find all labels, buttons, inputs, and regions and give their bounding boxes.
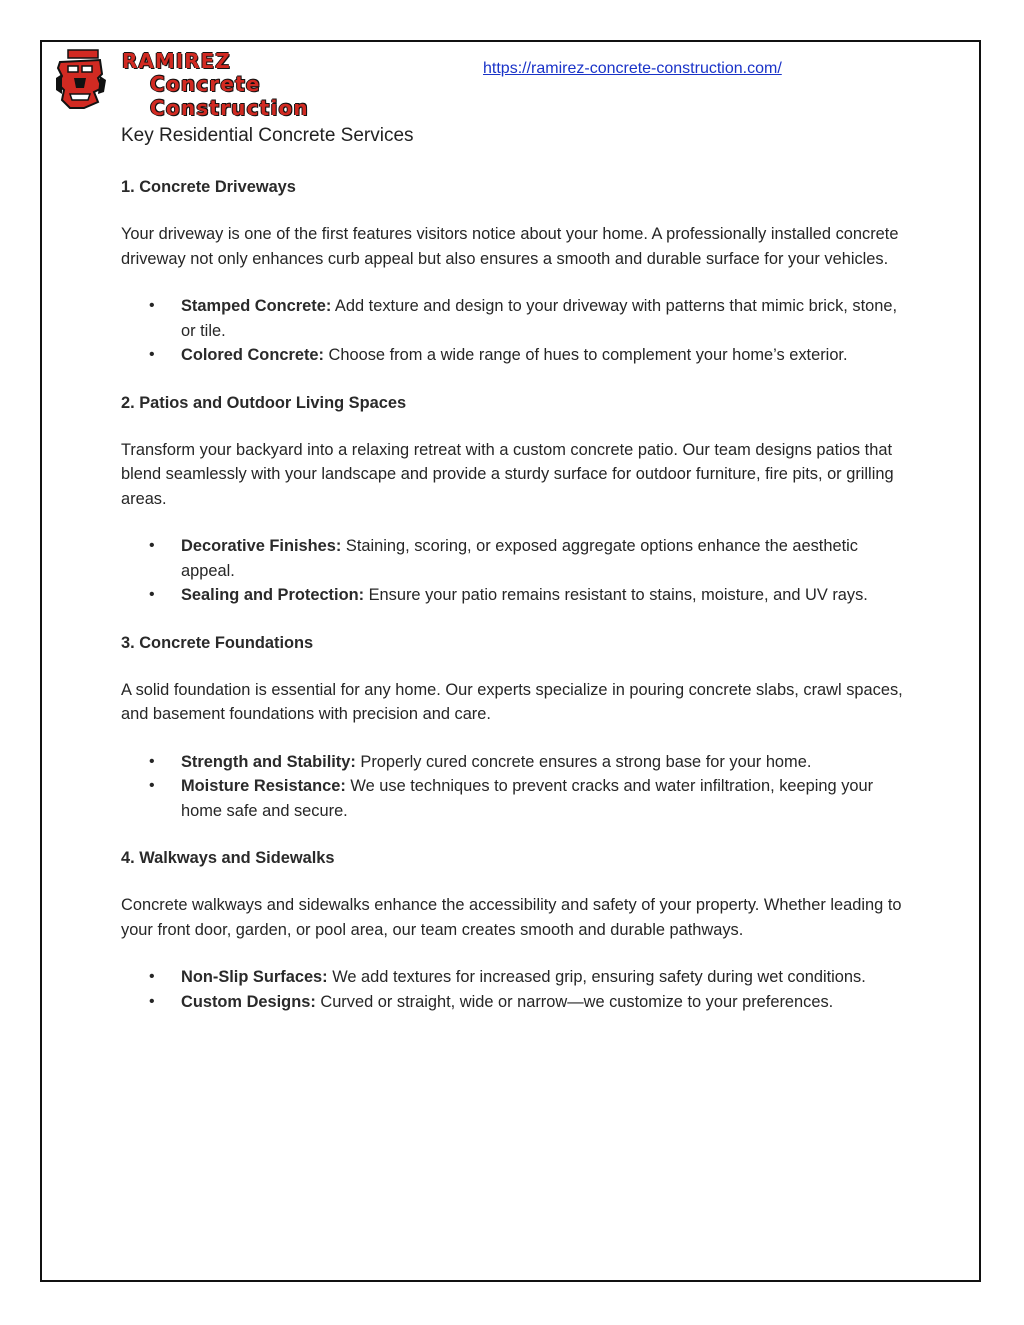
logo-line-2: Concrete Construction (150, 72, 309, 120)
document-body (121, 118, 911, 1037)
bullet-label: Custom Designs: (181, 992, 316, 1011)
bullet-label: Sealing and Protection: (181, 586, 365, 604)
bullet-list (121, 965, 911, 1014)
section-paragraph: Your driveway is one of the first features visitors notice about your home. A professionally installed concrete driveway not only enhances curb appeal but also ensures a smooth and durable surface for your vehicles. (121, 225, 899, 268)
bullet-label: Moisture Resistance: (181, 777, 346, 795)
bullet-label: Strength and Stability: (181, 752, 356, 771)
bullet-text: Add texture and design to your driveway with patterns that mimic brick, stone, or tile. (181, 297, 898, 340)
bullet-list (121, 750, 911, 824)
list-item (181, 774, 911, 823)
bullet-text: We use techniques to prevent cracks and water infiltration, keeping your home safe and secure. (181, 777, 874, 820)
bullet-label: Stamped Concrete: (181, 297, 332, 315)
bullet-text: Properly cured concrete ensures a strong base for your home. (355, 752, 812, 771)
section-heading: 2. Patios and Outdoor Living Spaces (121, 393, 407, 412)
list-item (181, 294, 911, 343)
website-link[interactable]: https://ramirez-concrete-construction.com/ (483, 60, 782, 77)
section-paragraph: Concrete walkways and sidewalks enhance the accessibility and safety of your property. Whether leading to your front door, garden, or pool area, our team creates smooth and durable pathways. (121, 896, 902, 939)
bullet-label: Non-Slip Surfaces: (181, 968, 328, 986)
aztec-mask-icon (54, 48, 106, 110)
bullet-list (121, 294, 911, 368)
list-item (181, 583, 911, 608)
list-item (181, 750, 911, 775)
list-item (181, 965, 911, 990)
bullet-label: Decorative Finishes: (181, 537, 342, 555)
bullet-text: Choose from a wide range of hues to complement your home’s exterior. (323, 346, 848, 364)
section-heading: 4. Walkways and Sidewalks (121, 849, 335, 867)
bullet-text: We add textures for increased grip, ensuring safety during wet conditions. (327, 968, 866, 986)
section-paragraph: A solid foundation is essential for any home. Our experts specialize in pouring concrete slabs, crawl spaces, and basement foundations with precision and care. (121, 680, 903, 723)
bullet-text: Ensure your patio remains resistant to stains, moisture, and UV rays. (364, 586, 868, 604)
bullet-list (121, 534, 911, 608)
logo-line-1: RAMIREZ (122, 49, 231, 73)
section-paragraph: Transform your backyard into a relaxing retreat with a custom concrete patio. Our team designs patios that blend seamlessly with your landscape and provide a sturdy surface for outdoor furniture, fire pits, or grilling areas. (121, 440, 894, 508)
page-header (54, 46, 954, 120)
list-item (181, 990, 911, 1015)
bullet-text: Curved or straight, wide or narrow—we customize to your preferences. (315, 992, 834, 1011)
page-title: Key Residential Concrete Services (121, 125, 414, 146)
list-item (181, 534, 911, 583)
section-heading: 1. Concrete Driveways (121, 178, 296, 196)
bullet-text: Staining, scoring, or exposed aggregate options enhance the aesthetic appeal. (181, 537, 858, 580)
company-logo (54, 46, 394, 120)
logo-wordmark (122, 50, 394, 120)
bullet-label: Colored Concrete: (181, 346, 324, 364)
section-heading: 3. Concrete Foundations (121, 633, 314, 652)
list-item (181, 343, 911, 368)
